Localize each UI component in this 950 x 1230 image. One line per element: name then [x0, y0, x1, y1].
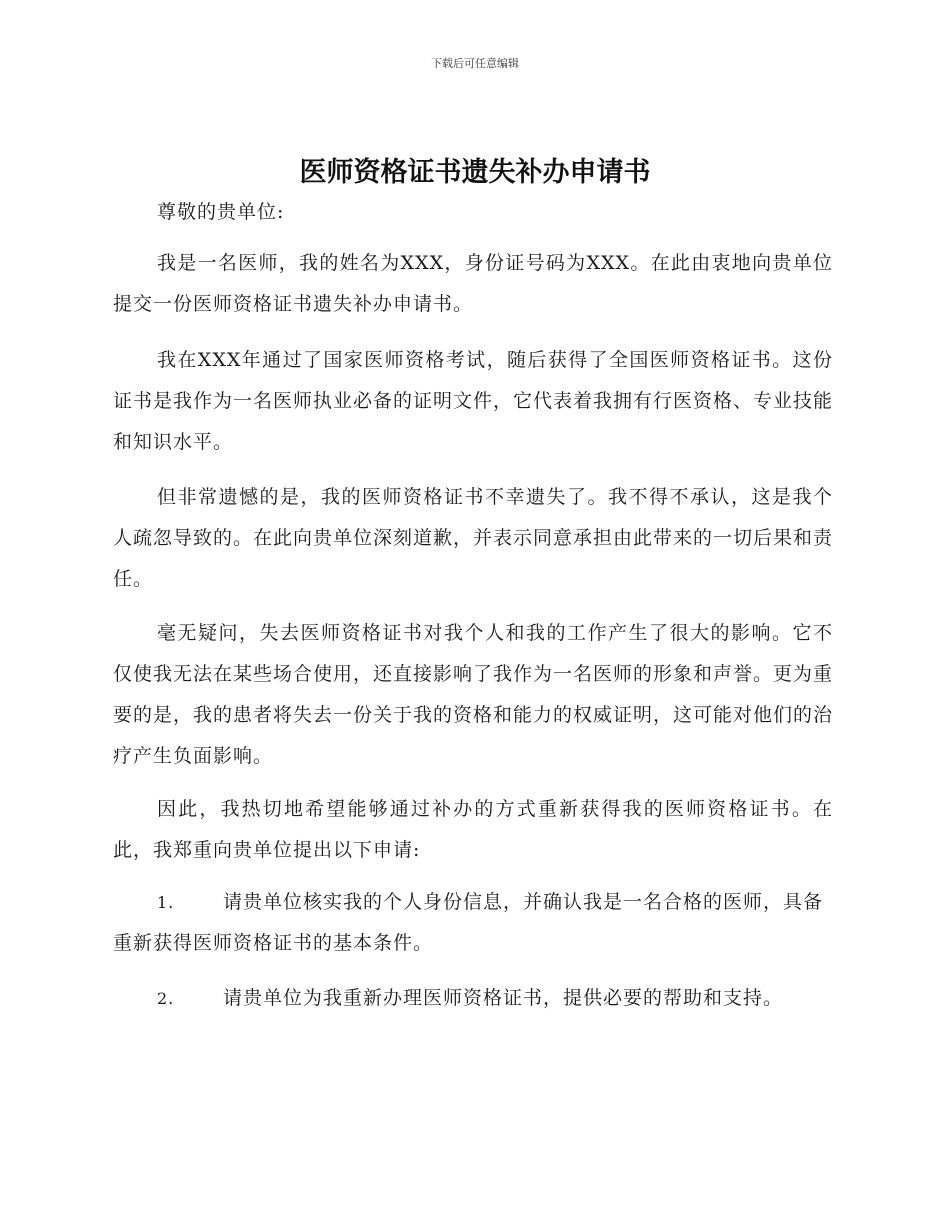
paragraph-intro: 我是一名医师，我的姓名为XXX，身份证号码为XXX。在此由衷地向贵单位提交一份医师资格证书遗失补办申请书。 — [113, 252, 833, 315]
paragraph-impact: 毫无疑问，失去医师资格证书对我个人和我的工作产生了很大的影响。它不仅使我无法在某些场合使用，还直接影响了我作为一名医师的形象和声誉。更为重要的是，我的患者将失去一份关于我的资格和能力的权威证明，这可能对他们的治疗产生负面影响。 — [113, 622, 834, 767]
document-title: 医师资格证书遗失补办申请书 — [299, 157, 651, 188]
request-item — [113, 978, 833, 1019]
request-item-number: 1. — [157, 893, 175, 912]
request-item-number: 2. — [157, 989, 175, 1008]
header-note: 下载后可任意编辑 — [431, 57, 519, 70]
paragraph-loss: 但非常遗憾的是，我的医师资格证书不幸遗失了。我不得不承认，这是我个人疏忽导致的。在此向贵单位深刻道歉，并表示同意承担由此带来的一切后果和责任。 — [113, 486, 834, 590]
salutation: 尊敬的贵单位: — [157, 201, 285, 223]
paragraph-background: 我在XXX年通过了国家医师资格考试，随后获得了全国医师资格证书。这份证书是我作为一名医师执业必备的证明文件，它代表着我拥有行医资格、专业技能和知识水平。 — [113, 349, 834, 453]
request-item-text: 请贵单位为我重新办理医师资格证书，提供必要的帮助和支持。 — [223, 987, 784, 1009]
request-item — [113, 882, 833, 964]
paragraph-request-intro: 因此，我热切地希望能够通过补办的方式重新获得我的医师资格证书。在此，我郑重向贵单位提出以下申请: — [113, 798, 833, 861]
request-item-text: 请贵单位核实我的个人身份信息，并确认我是一名合格的医师，具备重新获得医师资格证书的基本条件。 — [113, 891, 824, 954]
